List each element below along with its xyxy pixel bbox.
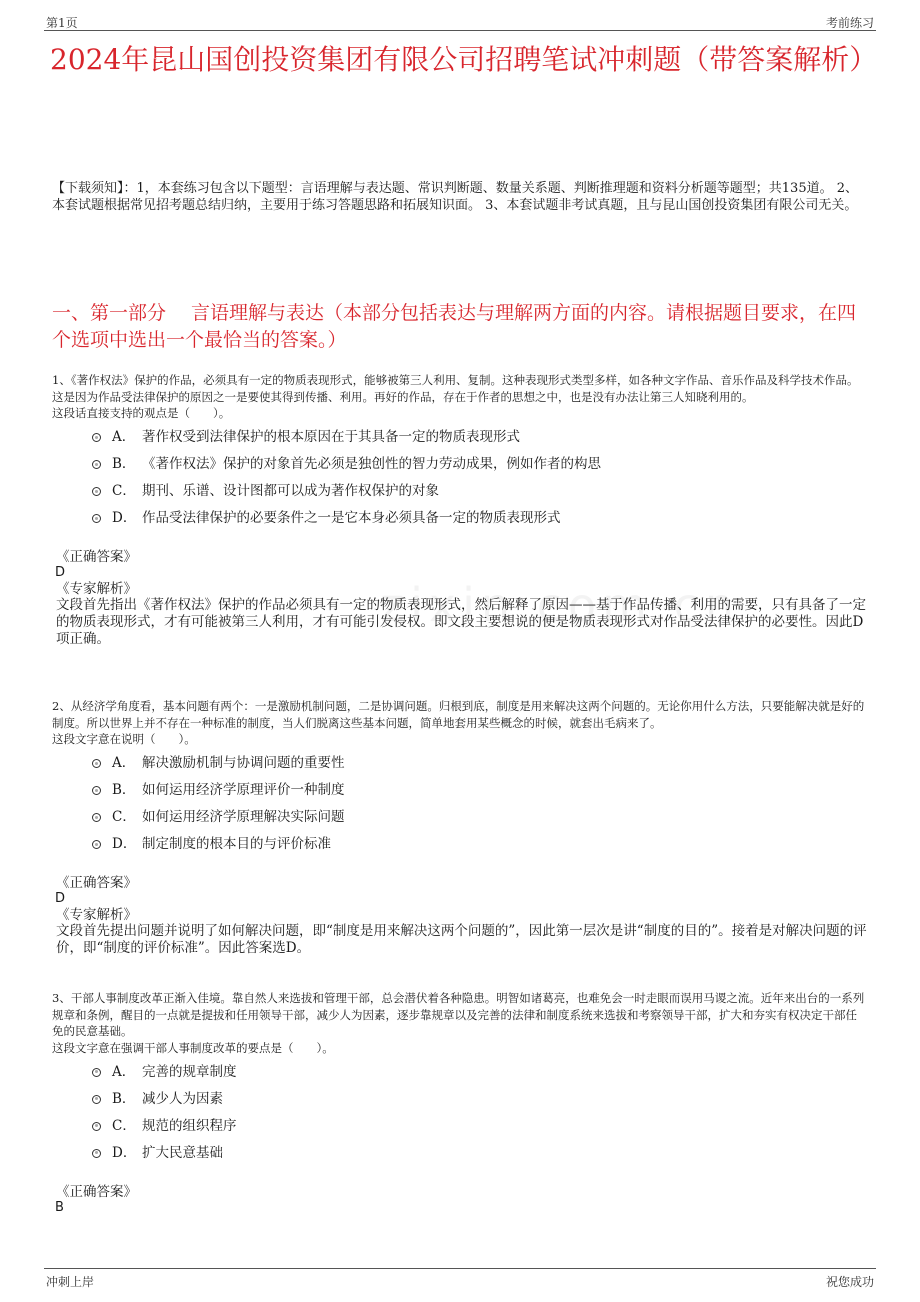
- option-list: [92, 1059, 868, 1167]
- header-label: 考前练习: [825, 16, 874, 30]
- page-header: [44, 10, 876, 31]
- option-text: 《著作权法》保护的对象首先必须是独创性的智力劳动成果，例如作者的构思: [142, 456, 601, 472]
- footer-left-label: 冲刺上岸: [46, 1275, 95, 1289]
- option-text: 解决激励机制与协调问题的重要性: [142, 755, 345, 771]
- option-letter: D．: [112, 1144, 137, 1161]
- analysis-label: 《专家解析》: [56, 581, 137, 597]
- option-letter: B．: [112, 1090, 136, 1107]
- option-text: 扩大民意基础: [142, 1144, 223, 1161]
- option-text: 完善的规章制度: [142, 1063, 237, 1080]
- option-letter: B．: [112, 782, 136, 798]
- option-text: 制定制度的根本目的与评价标准: [142, 836, 331, 852]
- option-a[interactable]: [92, 1059, 868, 1086]
- download-notice: 【下载须知】：1，本套练习包含以下题型：言语理解与表达题、常识判断题、数量关系题、判断推理题和资料分析题等题型；共135道。 2、本套试题根据常见招考题总结归纳，主要用于练习答题思路和拓展知识面。 3、本套试题非考试真题，且与昆山国创投资集团有限公司无关。: [52, 181, 858, 213]
- answer-block: [52, 1184, 868, 1216]
- radio-icon[interactable]: [92, 1122, 101, 1131]
- answer-block: [52, 875, 868, 957]
- option-letter: C．: [112, 1117, 136, 1134]
- option-text: 规范的组织程序: [142, 1117, 237, 1134]
- option-d[interactable]: [92, 505, 868, 532]
- question-2: [52, 698, 868, 957]
- option-c[interactable]: [92, 478, 868, 505]
- answer-label: 《正确答案》: [56, 1183, 137, 1200]
- option-list: [92, 424, 868, 532]
- option-text: 著作权受到法律保护的根本原因在于其具备一定的物质表现形式: [142, 429, 520, 445]
- option-text: 期刊、乐谱、设计图都可以成为著作权保护的对象: [142, 483, 439, 499]
- analysis-text: 文段首先指出《著作权法》保护的作品必须具有一定的物质表现形式，然后解释了原因——基于作品传播、利用的需要，只有具备了一定的物质表现形式，才有可能被第三人利用，才有可能引发侵权。即文段主要想说的便是物质表现形式对作品受法律保护的必要性。因此D项正确。: [56, 597, 866, 647]
- answer-label: 《正确答案》: [56, 875, 137, 891]
- radio-icon[interactable]: [92, 1068, 101, 1077]
- option-text: 如何运用经济学原理评价一种制度: [142, 782, 345, 798]
- radio-icon[interactable]: [92, 786, 101, 795]
- option-letter: D．: [112, 510, 137, 526]
- question-prompt: 这段话直接支持的观点是（ ）。: [52, 406, 231, 420]
- answer-value: B: [55, 1199, 64, 1215]
- radio-icon[interactable]: [92, 433, 101, 442]
- option-letter: A．: [112, 755, 136, 771]
- section-heading: 一、第一部分 言语理解与表达（本部分包括表达与理解两方面的内容。请根据题目要求，在四个选项中选出一个最恰当的答案。）: [52, 302, 857, 351]
- radio-icon[interactable]: [92, 1149, 101, 1158]
- analysis-text: 文段首先提出问题并说明了如何解决问题，即“制度是用来解决这两个问题的”，因此第一层次是讲“制度的目的”。接着是对解决问题的评价，即“制度的评价标准”。因此答案选D。: [56, 923, 867, 956]
- answer-value: D: [55, 565, 66, 580]
- document-title: 2024年昆山国创投资集团有限公司招聘笔试冲刺题（带答案解析）: [50, 43, 878, 76]
- option-text: 作品受法律保护的必要条件之一是它本身必须具备一定的物质表现形式: [142, 510, 561, 526]
- option-letter: A．: [112, 1063, 136, 1080]
- analysis-label: 《专家解析》: [56, 907, 137, 923]
- option-letter: C．: [112, 483, 136, 499]
- option-letter: B．: [112, 456, 136, 472]
- question-stem: 3、干部人事制度改革正渐入佳境。靠自然人来选拔和管理干部，总会潜伏着各种隐患。明智如诸葛亮，也难免会一时走眼而误用马谡之流。近年来出台的一系列规章和条例，醒目的一点就是提拔和任用领导干部，减少人为因素，逐步靠规章以及完善的法律和制度系统来选拔和考察领导干部，扩大和夯实有权决定干部任免的民意基础。: [52, 991, 865, 1038]
- option-text: 如何运用经济学原理解决实际问题: [142, 809, 345, 825]
- option-d[interactable]: [92, 831, 868, 858]
- footer-right-label: 祝您成功: [825, 1275, 874, 1289]
- option-a[interactable]: [92, 424, 868, 451]
- answer-value: D: [55, 891, 66, 906]
- question-stem: 2、从经济学角度看，基本问题有两个：一是激励机制问题，二是协调问题。归根到底，制度是用来解决这两个问题的。无论你用什么方法，只要能解决就是好的制度。所以世界上并不存在一种标准的制度，当人们脱离这些基本问题，简单地套用某些概念的时候，就套出毛病来了。: [52, 699, 865, 730]
- option-c[interactable]: [92, 804, 868, 831]
- option-b[interactable]: [92, 451, 868, 478]
- radio-icon[interactable]: [92, 460, 101, 469]
- option-c[interactable]: [92, 1113, 868, 1140]
- option-list: [92, 750, 868, 858]
- answer-label: 《正确答案》: [56, 549, 137, 565]
- radio-icon[interactable]: [92, 487, 101, 496]
- radio-icon[interactable]: [92, 813, 101, 822]
- answer-block: [52, 549, 868, 648]
- page-footer: [44, 1268, 876, 1293]
- radio-icon[interactable]: [92, 1095, 101, 1104]
- option-d[interactable]: [92, 1140, 868, 1167]
- option-a[interactable]: [92, 750, 868, 777]
- option-letter: D．: [112, 836, 137, 852]
- option-b[interactable]: [92, 1086, 868, 1113]
- radio-icon[interactable]: [92, 514, 101, 523]
- page-number: 第1页: [46, 16, 78, 30]
- question-prompt: 这段文字意在说明（ ）。: [52, 732, 196, 746]
- question-3: [52, 990, 868, 1216]
- option-letter: A．: [112, 429, 136, 445]
- question-stem: 1、《著作权法》保护的作品，必须具有一定的物质表现形式，能够被第三人利用、复制。这种表现形式类型多样，如各种文字作品、音乐作品及科学技术作品。这是因为作品受法律保护的原因之一是要使其得到传播、利用。再好的作品，存在于作者的思想之中，也是没有办法让第三人知晓利用的。: [52, 373, 859, 404]
- question-prompt: 这段文字意在强调干部人事制度改革的要点是（ ）。: [52, 1040, 334, 1055]
- option-b[interactable]: [92, 777, 868, 804]
- radio-icon[interactable]: [92, 840, 101, 849]
- option-text: 减少人为因素: [142, 1090, 223, 1107]
- radio-icon[interactable]: [92, 759, 101, 768]
- option-letter: C．: [112, 809, 136, 825]
- question-1: [52, 372, 868, 648]
